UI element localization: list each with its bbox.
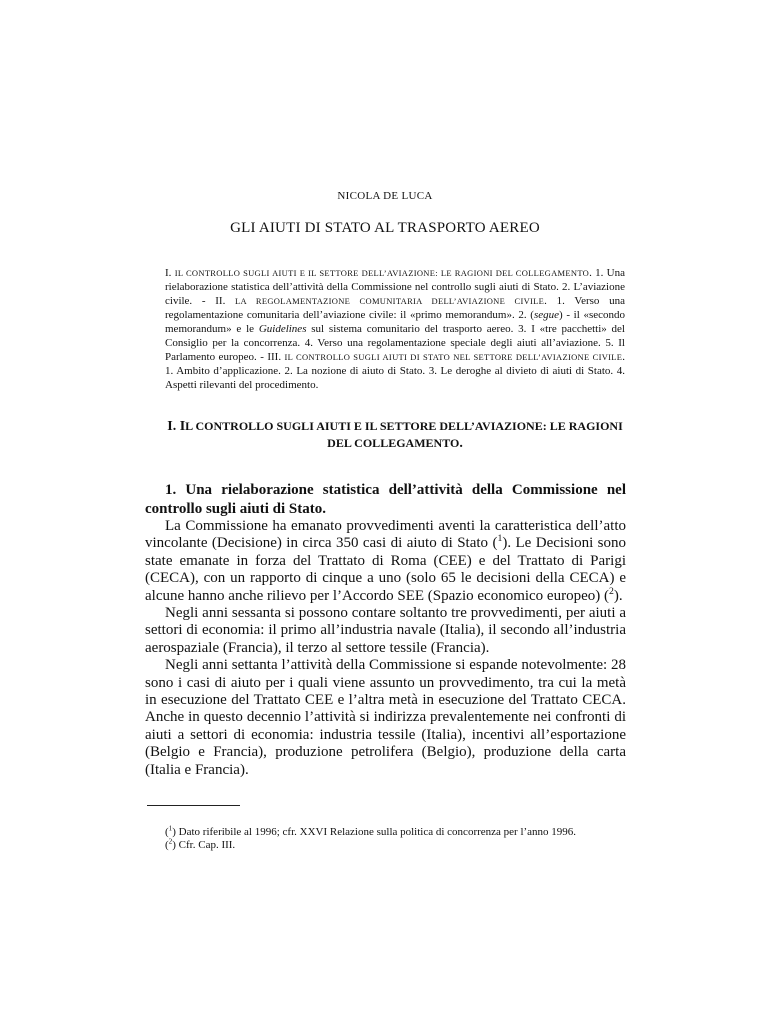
footnote: ($^2$) Cfr. Cap. III. — [165, 837, 236, 851]
subsection-heading: 1. Una rielaborazione statistica dell’attività della Commissione nel controllo sugli aiuti di Stato. — [145, 482, 626, 517]
paragraph-text: ). — [613, 587, 623, 604]
footnotes — [165, 826, 635, 852]
toc-guidelines: Guidelines — [258, 323, 307, 335]
toc-part-1-items: . 1. Una rielaborazione statistica dell’attività della Commissione nel controllo sugli aiuti di Stato. 2. L’aviazione civile. - II. — [165, 267, 625, 307]
toc-part-3-items: . 1. Ambito d’applicazione. 2. La nozione di aiuto di Stato. 3. Le deroghe al divieto di aiuti di Stato. 4. Aspetti rilevanti del procedimento. — [165, 351, 625, 391]
footnote-number: 1 — [168, 824, 173, 833]
paragraph: Negli anni settanta l’attività della Commissione si espande notevolmente: 28 sono i casi di aiuto per i quali viene assunto un provvedimento, tra cui la metà in esecuzione del Trattato CEE e l’altra metà in esecuzione del Trattato CECA. Anche in questo decennio l’attività si indirizza prevalentemente nei confronti di aiuti a settori di economia: industria tessile (Italia), incentivi all’esportazione (Belgio e Francia), produzione petrolifera (Belgio), produzione della carta (Italia e Francia). — [145, 657, 626, 778]
footnote-divider — [147, 805, 240, 806]
paragraph-text: ). Le Decisioni sono state emanate in forza del Trattato di Roma (CEE) e del Trattato di Parigi (CECA), con un rapporto di cinque a uno (solo 65 le decisioni della CECA) e alcune hanno anche rilievo per l’Accordo SEE (Spazio economico europeo) ( — [145, 535, 627, 604]
section-heading-end: . — [459, 436, 463, 451]
body-text — [145, 518, 626, 779]
footnote-ref: 1 — [497, 533, 503, 545]
toc-part-2-items-a: . 1. Verso una regolamentazione comunitaria dell’aviazione civile: il «primo memorandum». 2. ( — [165, 295, 625, 321]
toc-part-2-items-c: sul sistema comunitario del trasporto aereo. 3. I «tre pacchetti» del Consiglio per la concorrenza. 4. Verso una regolamentazione speciale degli aiuti all’aviazione. 5. Il Parlamento europeo. - III. — [165, 323, 625, 363]
paragraph: Negli anni sessanta si possono contare soltanto tre provvedimenti, per aiuti a settori di economia: il primo all’industria navale (Italia), il secondo all’industria aerospaziale (Francia), il terzo al settore tessile (Francia). — [145, 605, 626, 656]
footnote-text: Dato riferibile al 1996; cfr. XXVI Relazione sulla politica di concorrenza per l’anno 1996. — [175, 826, 577, 838]
footnote-ref: 2 — [608, 585, 614, 597]
footnote-number: 2 — [168, 837, 173, 846]
toc-part-2-title: LA REGOLAMENTAZIONE COMUNITARIA DELL’AVIAZIONE CIVILE — [235, 296, 545, 306]
paragraph — [145, 518, 626, 605]
toc-part-number: I. — [165, 267, 172, 279]
section-heading — [165, 418, 625, 452]
section-heading-text: L CONTROLLO SUGLI AIUTI E IL SETTORE DELL’AVIAZIONE: LE RAGIONI DEL COLLEGAMENTO — [185, 419, 623, 450]
author-name: NICOLA DE LUCA — [337, 190, 433, 202]
toc-part-1-title: IL CONTROLLO SUGLI AIUTI E IL SETTORE DELL’AVIAZIONE: LE RAGIONI DEL COLLEGAMENTO — [174, 268, 590, 278]
toc-part-3-title: IL CONTROLLO SUGLI AIUTI DI STATO NEL SETTORE DELL’AVIAZIONE CIVILE — [284, 352, 623, 362]
table-of-contents — [165, 266, 625, 392]
footnote-text: Cfr. Cap. III. — [175, 839, 236, 851]
article-title: GLI AIUTI DI STATO AL TRASPORTO AEREO — [230, 220, 540, 236]
toc-part-2-items-b: ) - il «secondo memorandum» e le — [165, 309, 626, 335]
footnote: ($^1$) Dato riferibile al 1996; cfr. XXVI Relazione sulla politica di concorrenza per l’anno 1996. — [165, 824, 577, 838]
toc-segue: segue — [533, 309, 560, 321]
section-heading-lead: I. I — [167, 419, 186, 434]
paragraph-text: La Commissione ha emanato provvedimenti aventi la caratteristica dell’atto vincolante (Decisione) in circa 350 casi di aiuto di Stato ( — [145, 518, 626, 552]
